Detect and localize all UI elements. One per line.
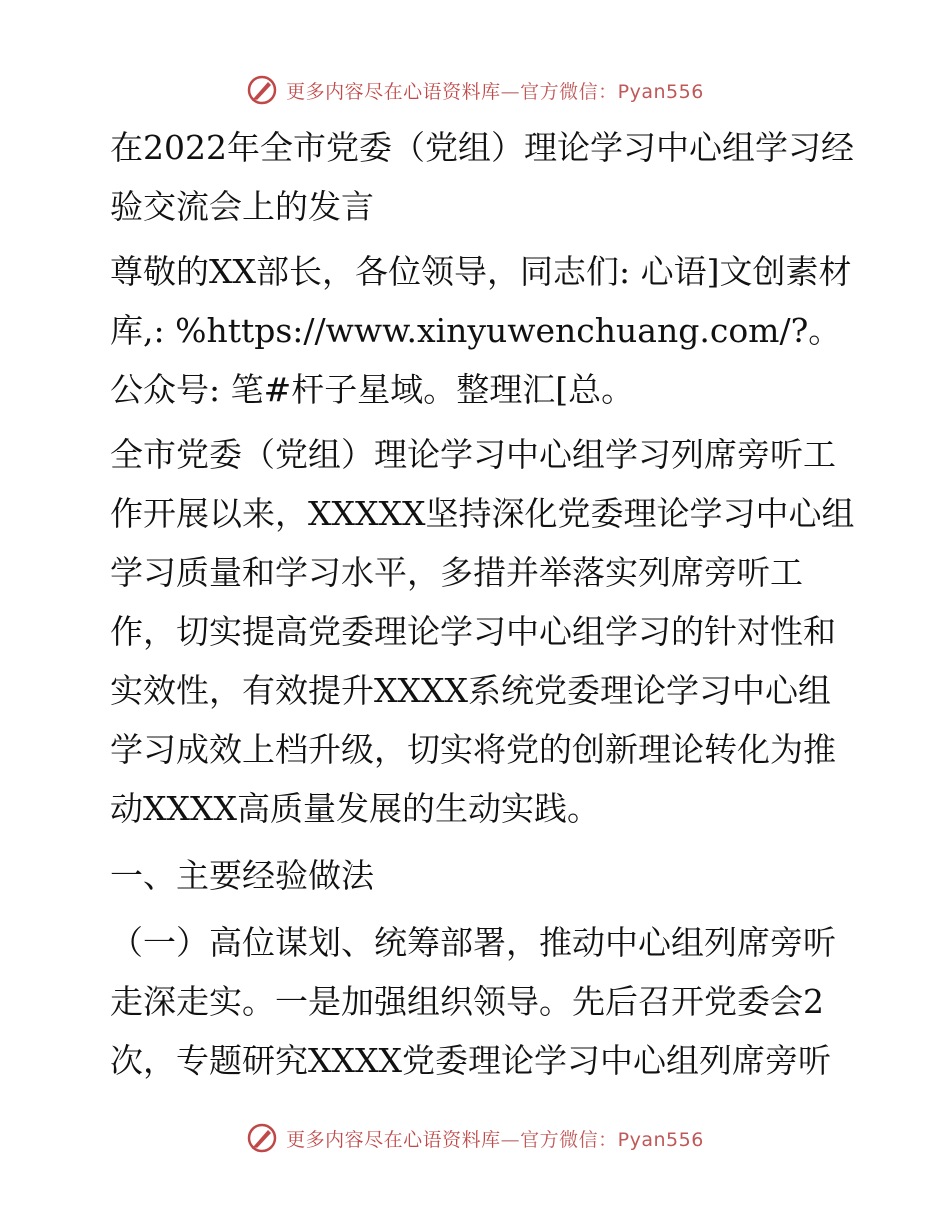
header-banner (0, 70, 950, 110)
banner-text: 更多内容尽在心语资料库—官方微信：Pyan556 (286, 80, 704, 103)
document-body (98, 118, 858, 1090)
quill-seal-icon (246, 1122, 278, 1154)
greeting-paragraph: 尊敬的XX部长，各位领导，同志们: 心语]文创素材库,: %https://www.xinyuwenchuang.com/?。公众号: 笔#杆子星域。整理汇[总。 (110, 252, 852, 409)
intro-paragraph: 全市党委（党组）理论学习中心组学习列席旁听工作开展以来，XXXXX坚持深化党委理论学习中心组学习质量和学习水平，多措并举落实列席旁听工作，切实提高党委理论学习中心组学习的针对性和实效性，有效提升XXXX系统党委理论学习中心组学习成效上档升级，切实将党的创新理论转化为推动XXXX高质量发展的生动实践。 (110, 435, 855, 828)
banner-text: 更多内容尽在心语资料库—官方微信：Pyan556 (286, 1128, 704, 1151)
footer-banner (0, 1118, 950, 1158)
section-heading: 一、主要经验做法 (110, 856, 374, 895)
quill-seal-icon (246, 74, 278, 106)
section-paragraph: （一）高位谋划、统筹部署，推动中心组列席旁听走深走实。一是加强组织领导。先后召开党委会2次，专题研究XXXX党委理论学习中心组列席旁听 (110, 923, 836, 1080)
document-title: 在2022年全市党委（党组）理论学习中心组学习经验交流会上的发言 (110, 128, 854, 226)
